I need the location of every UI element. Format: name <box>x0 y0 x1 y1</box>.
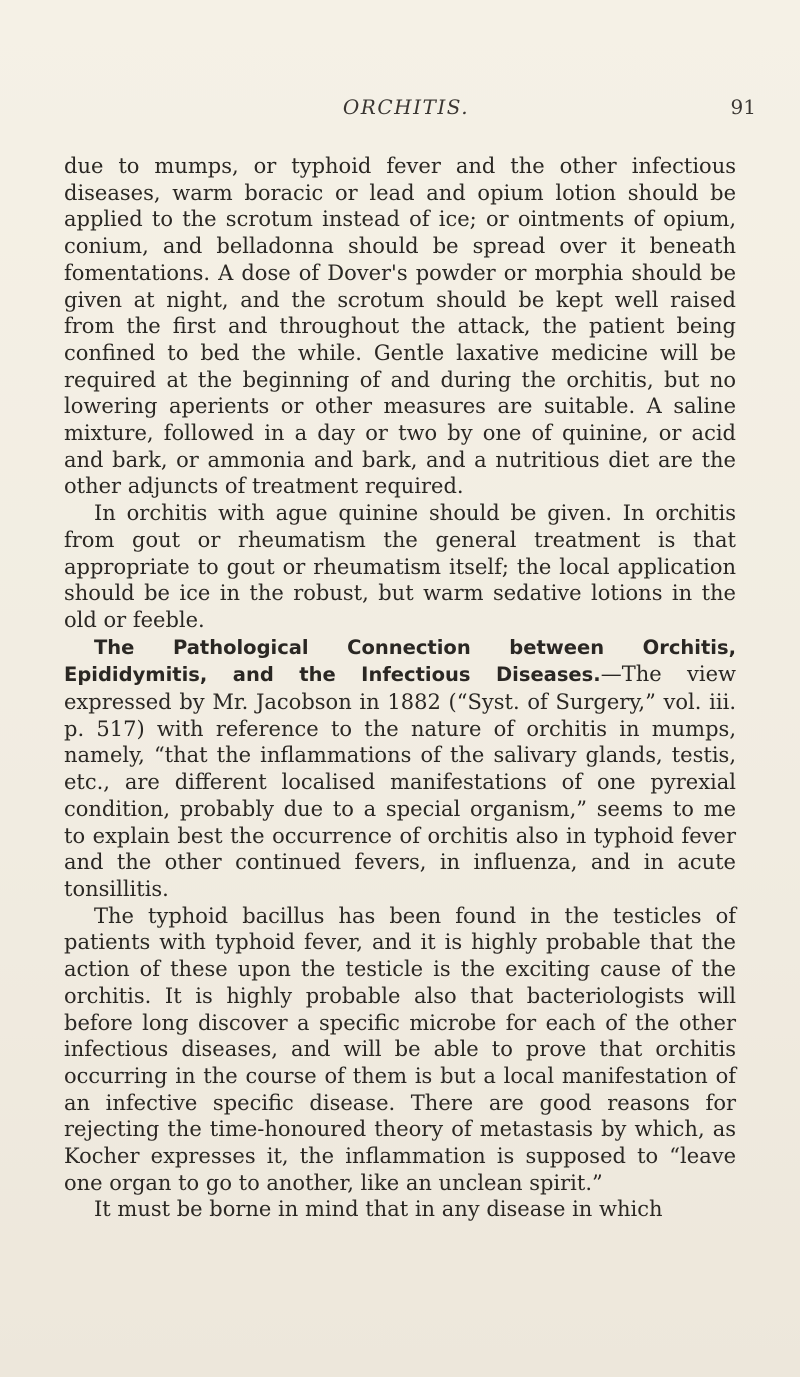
paragraph-pathological-connection <box>64 634 736 903</box>
paragraph-typhoid-bacillus: The typhoid bacillus has been found in the testicles of patients with typhoid fever, and it is highly probable that the action of these upon the testicle is the exciting cause of the orchitis. It is highly probable also that bacteriologists will before long discover a specific microbe for each of the other infectious diseases, and will be able to prove that orchitis occurring in the course of them is but a local manifestation of an infective specific disease. There are good reasons for rejecting the time-honoured theory of metastasis by which, as Kocher expresses it, the inflammation is supposed to “leave one organ to go to another, like an unclean spirit.” <box>64 903 736 1195</box>
paragraph-ague: In orchitis with ague quinine should be given. In orchitis from gout or rheumatism the general treatment is that appropriate to gout or rheumatism itself; the local application should be ice in the robust, but warm sedative lotions in the old or feeble. <box>64 501 736 632</box>
section-heading: The Pathological Connection between Orchitis, Epididymitis, and the Infectious Diseases. <box>64 635 736 687</box>
paragraph-text: —The view expressed by Mr. Jacobson in 1882 (“Syst. of Surgery,” vol. iii. p. 517) with reference to the nature of orchitis in mumps, namely, “that the inflammations of the salivary glands, testis, etc., are different localised manifestations of one pyrexial condition, probably due to a special organism,” seems to me to explain best the occurrence of orchitis also in typhoid fever and the other continued fevers, in influenza, and in acute tonsillitis. <box>64 662 737 901</box>
paragraph-borne-in-mind: It must be borne in mind that in any disease in which <box>94 1197 663 1222</box>
running-head <box>56 95 756 125</box>
page-number: 91 <box>730 95 756 119</box>
running-title: ORCHITIS. <box>342 95 470 119</box>
body-text <box>64 153 736 1223</box>
paragraph-continued: due to mumps, or typhoid fever and the other infectious diseases, warm boracic or lead and opium lotion should be applied to the scrotum instead of ice; or ointments of opium, conium, and belladonna should be spread over it beneath fomentations. A dose of Dover's powder or morphia should be given at night, and the scrotum should be kept well raised from the first and throughout the attack, the patient being confined to bed the while. Gentle laxative medicine will be required at the beginning of and during the orchitis, but no lowering aperients or other measures are suitable. A saline mixture, followed in a day or two by one of quinine, or acid and bark, or ammonia and bark, and a nutritious diet are the other adjuncts of treatment required. <box>64 154 736 499</box>
